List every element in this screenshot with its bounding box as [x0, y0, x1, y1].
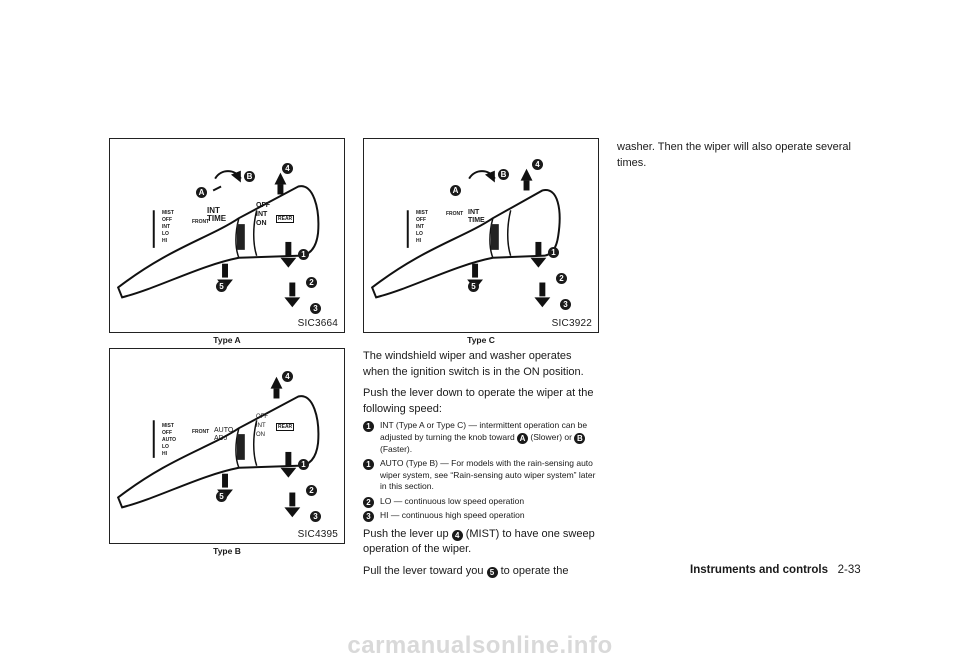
figure-type-b [109, 348, 345, 544]
marker-b: B [498, 163, 509, 181]
figure-caption-type-b: Type B [213, 546, 241, 556]
figure-code: SIC4395 [297, 529, 338, 540]
marker-2: 2 [306, 271, 317, 289]
section-title: Instruments and controls [690, 564, 829, 576]
ring-labels: OFF INT ON [256, 414, 268, 438]
paragraph-washer: Pull the lever toward you 5 to operate the [363, 564, 569, 577]
marker-1: 1 [298, 453, 309, 471]
marker-a: A [196, 181, 207, 199]
knob-labels: AUTO ADJ [214, 427, 234, 442]
figure-caption-type-a: Type A [213, 335, 241, 345]
marker-3: 3 [310, 297, 321, 315]
page-footer [690, 564, 861, 576]
figure-caption-type-c: Type C [467, 335, 495, 345]
figure-type-a [109, 138, 345, 333]
marker-a: A [450, 179, 461, 197]
marker-4: 4 [532, 153, 543, 171]
wiper-lever-illustration [110, 349, 344, 543]
mode-labels: MIST OFF AUTO LO HI [162, 423, 177, 457]
marker-1: 1 [298, 243, 309, 261]
marker-2: 2 [556, 267, 567, 285]
watermark: carmanualsonline.info [347, 632, 613, 659]
figure-code: SIC3922 [551, 318, 592, 329]
marker-b: B [244, 165, 255, 183]
body-column-middle [363, 349, 600, 585]
knob-labels: INT TIME [468, 209, 485, 224]
knob-labels: INT TIME [207, 206, 227, 223]
paragraph-washer-cont: washer. Then the wiper will also operate several times. [617, 141, 851, 169]
front-label: FRONT [192, 429, 210, 435]
paragraph-push-down: Push the lever down to operate the wiper at the following speed: [363, 387, 594, 415]
body-column-right [617, 140, 857, 177]
marker-1: 1 [548, 241, 559, 259]
marker-4: 4 [282, 365, 293, 383]
front-label: FRONT [446, 211, 464, 217]
figure-code: SIC3664 [297, 318, 338, 329]
mode-labels: MIST OFF INT LO HI [416, 210, 428, 244]
wiper-lever-illustration [110, 139, 344, 332]
paragraph-mist: Push the lever up 4 (MIST) to have one sweep operation of the wiper. [363, 527, 595, 555]
marker-5: 5 [216, 485, 227, 503]
mode-labels: MIST OFF INT LO HI [162, 210, 174, 244]
front-label: FRONT [192, 219, 210, 225]
marker-5: 5 [216, 275, 227, 293]
marker-2: 2 [306, 479, 317, 497]
page-number: 2-33 [837, 564, 861, 576]
ring-labels: OFF INT ON [256, 202, 270, 227]
list-item: 1 AUTO (Type B) — For models with the rain-sensing auto wiper system, see “Rain-sensing auto wiper system” later in this section. [363, 458, 600, 493]
marker-3: 3 [310, 505, 321, 523]
list-item: 2 LO — continuous low speed operation [363, 496, 600, 508]
list-item: 1 INT (Type A or Type C) — intermittent operation can be adjusted by turning the knob toward A (Slower) or B (Faster). [363, 420, 600, 455]
rear-label: REAR [278, 216, 293, 222]
marker-4: 4 [282, 157, 293, 175]
marker-5: 5 [468, 275, 479, 293]
figure-type-c [363, 138, 599, 333]
paragraph-intro: The windshield wiper and washer operates when the ignition switch is in the ON position. [363, 350, 584, 378]
marker-3: 3 [560, 293, 571, 311]
list-item: 3 HI — continuous high speed operation [363, 510, 600, 522]
rear-label: REAR [278, 424, 293, 430]
